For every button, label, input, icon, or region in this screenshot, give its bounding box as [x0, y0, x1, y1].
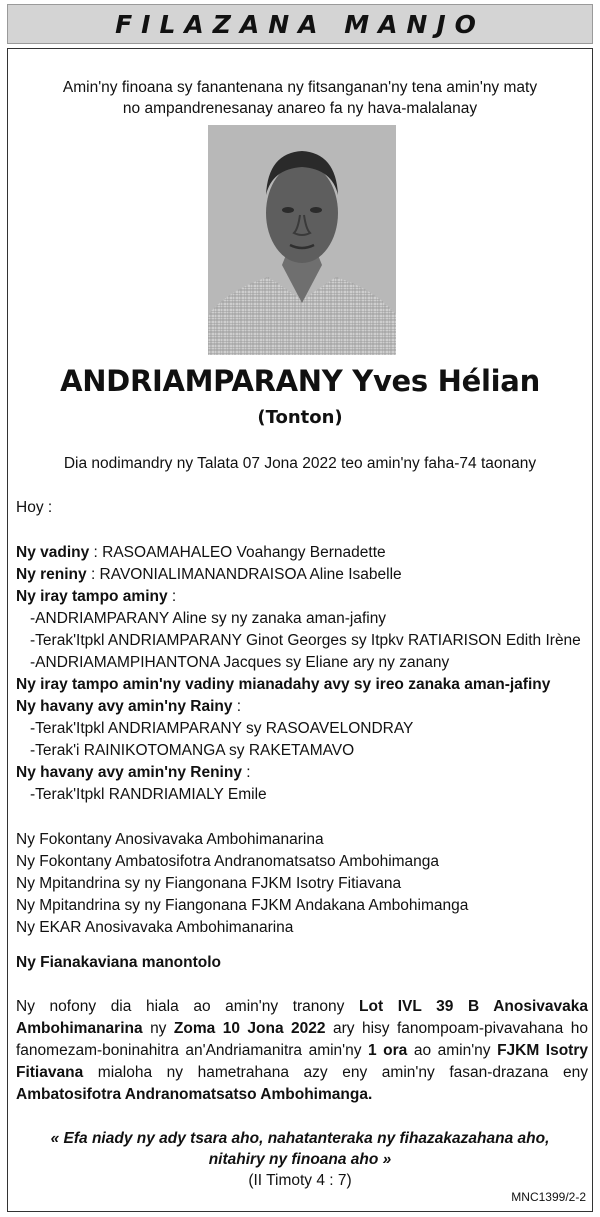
funeral-details — [16, 996, 588, 1106]
funeral-time: 1 ora — [368, 1042, 408, 1059]
siblings-label: Ny iray tampo aminy — [16, 588, 168, 605]
funeral-text: Ny nofony dia hiala ao amin'ny tranony — [16, 998, 360, 1015]
organization-item: Ny Fokontany Anosivavaka Ambohimanarina — [16, 831, 324, 848]
deceased-portrait — [208, 125, 396, 355]
maternal-item: -Terak'Itpkl RANDRIAMIALY Emile — [30, 786, 267, 803]
mother-label: Ny reniny — [16, 566, 87, 583]
deceased-nickname: (Tonton) — [257, 407, 343, 428]
funeral-text: ao amin'ny — [407, 1042, 498, 1059]
funeral-text: mialoha ny hametrahana azy eny amin'ny fasan-drazana eny — [83, 1064, 588, 1081]
spouse-siblings-label: Ny iray tampo amin'ny vadiny mianadahy avy sy ireo zanaka aman-jafiny — [16, 676, 551, 693]
funeral-address: Lot IVL 39 B Anosivavaka Ambohimanarina — [16, 998, 588, 1037]
spouse-row — [16, 542, 588, 564]
spouse-label: Ny vadiny — [16, 544, 90, 561]
notice-header — [7, 4, 593, 44]
siblings-colon: : — [167, 588, 177, 605]
funeral-date: Zoma 10 Jona 2022 — [173, 1020, 326, 1037]
sibling-item: -ANDRIAMAMPIHANTONA Jacques sy Eliane ary ny zanany — [30, 654, 450, 671]
quote-line: « Efa niady ny ady tsara aho, nahatanteraka ny fihazakazahana aho, — [50, 1130, 550, 1147]
funeral-text: ny — [142, 1020, 174, 1037]
maternal-label: Ny havany avy amin'ny Reniny — [16, 764, 242, 781]
paternal-item: -Terak'i RAINIKOTOMANGA sy RAKETAMAVO — [30, 742, 355, 759]
sibling-item: -Terak'Itpkl ANDRIAMPARANY Ginot Georges sy Itpkv RATIARISON Edith Irène — [30, 632, 581, 649]
funeral-text: ary hisy fanompoam-pivavahana ho fanomezam-boninahitra an'Andriamanitra amin'ny — [16, 1020, 588, 1059]
sibling-item: -ANDRIAMPARANY Aline sy ny zanaka aman-jafiny — [30, 610, 387, 627]
paternal-item: -Terak'Itpkl ANDRIAMPARANY sy RASOAVELONDRAY — [30, 720, 414, 737]
intro-line: no ampandrenesanay anareo fa ny hava-malalanay — [122, 100, 478, 117]
burial-place: Ambatosifotra Andranomatsatso Ambohimanga. — [16, 1086, 373, 1103]
family-signature: Ny Fianakaviana manontolo — [16, 954, 221, 971]
maternal-row — [16, 762, 588, 784]
notice-title: FILAZANA MANJO — [115, 9, 485, 39]
quote-reference: (II Timoty 4 : 7) — [248, 1172, 352, 1189]
organization-item: Ny Mpitandrina sy ny Fiangonana FJKM Andakana Ambohimanga — [16, 897, 469, 914]
deceased-name: ANDRIAMPARANY Yves Hélian — [60, 364, 540, 398]
ad-reference: MNC1399/2-2 — [511, 1190, 586, 1204]
bible-quote — [0, 1128, 600, 1191]
organization-item: Ny EKAR Anosivavaka Ambohimanarina — [16, 919, 294, 936]
funeral-church: FJKM Isotry Fitiavana — [16, 1042, 588, 1081]
organizations-list — [16, 829, 588, 939]
mother-row — [16, 564, 588, 586]
siblings-row — [16, 586, 588, 608]
organization-item: Ny Mpitandrina sy ny Fiangonana FJKM Isotry Fitiavana — [16, 875, 402, 892]
intro-line: Amin'ny finoana sy fanantenana ny fitsanganan'ny tena amin'ny maty — [62, 79, 538, 96]
intro-text — [0, 77, 600, 119]
quote-line: nitahiry ny finoana aho » — [208, 1151, 392, 1168]
family-list — [16, 542, 588, 806]
mother-value: : RAVONIALIMANANDRAISOA Aline Isabelle — [86, 566, 402, 583]
paternal-row — [16, 696, 588, 718]
paternal-label: Ny havany avy amin'ny Rainy — [16, 698, 233, 715]
maternal-colon: : — [241, 764, 251, 781]
hoy-label: Hoy : — [16, 499, 53, 516]
organization-item: Ny Fokontany Ambatosifotra Andranomatsatso Ambohimanga — [16, 853, 440, 870]
spouse-value: : RASOAMAHALEO Voahangy Bernadette — [89, 544, 386, 561]
death-notice: Dia nodimandry ny Talata 07 Jona 2022 teo amin'ny faha-74 taonany — [63, 455, 537, 472]
paternal-colon: : — [232, 698, 242, 715]
